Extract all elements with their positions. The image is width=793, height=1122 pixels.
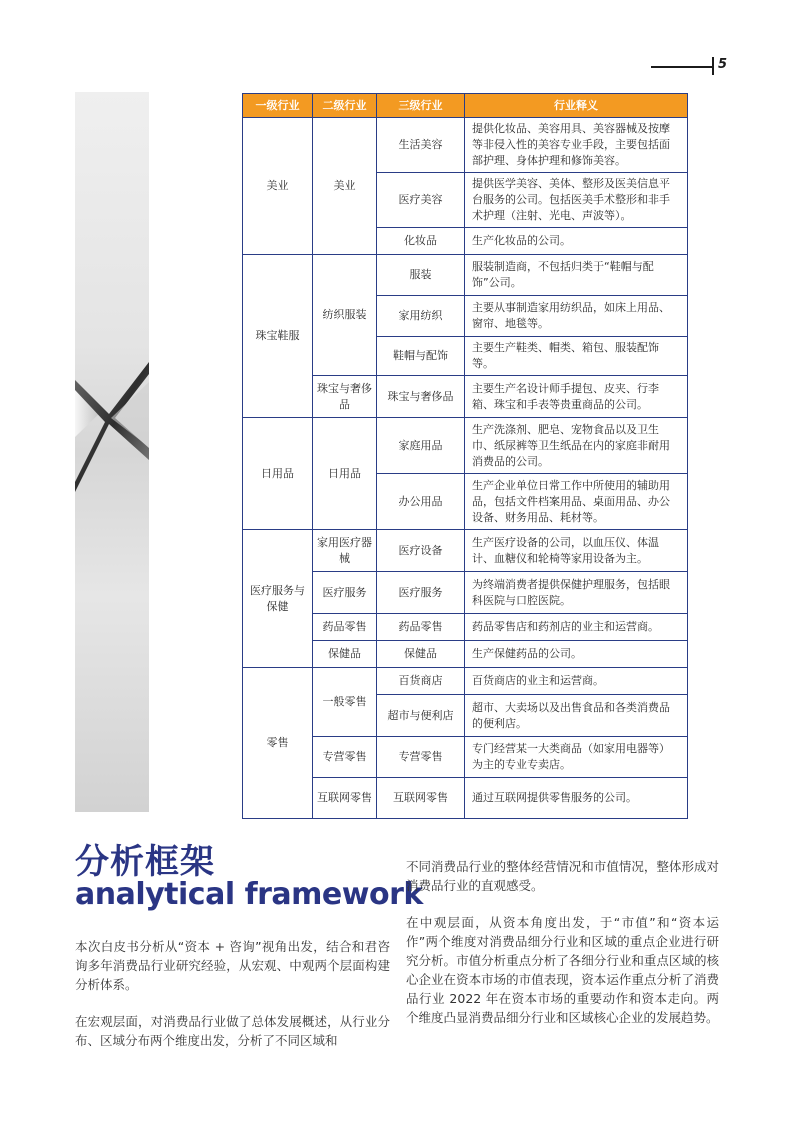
cell-definition: 生产医疗设备的公司，以血压仪、体温计、血糖仪和轮椅等家用设备为主。: [465, 530, 688, 572]
section-title: 分析框架: [75, 842, 215, 882]
body-paragraph: 本次白皮书分析从“资本 + 咨询”视角出发，结合和君咨询多年消费品行业研究经验，从宏观、中观两个层面构建分析体系。: [75, 939, 390, 992]
cell-level3: 医疗设备: [377, 530, 465, 572]
cell-level3: 鞋帽与配饰: [377, 337, 465, 376]
section-subtitle: analytical framework: [75, 877, 423, 912]
cell-level2: 一般零售: [313, 668, 377, 737]
cell-level1: 零售: [243, 668, 313, 819]
body-paragraph: 不同消费品行业的整体经营情况和市值情况，整体形成对消费品行业的直观感受。: [406, 859, 719, 893]
cell-definition: 百货商店的业主和运营商。: [465, 668, 688, 695]
cell-level2: 医疗服务: [313, 572, 377, 614]
table-row: [243, 255, 688, 296]
table-row: [243, 418, 688, 474]
cell-level2: 珠宝与奢侈品: [313, 376, 377, 418]
cell-level3: 医疗服务: [377, 572, 465, 614]
cell-level1: 珠宝鞋服: [243, 255, 313, 418]
body-paragraph: 在中观层面，从资本角度出发，于“市值”和“资本运作”两个维度对消费品细分行业和区域的重点企业进行研究分析。市值分析重点分析了各细分行业和重点区域的核心企业在资本市场的市值表现，资本运作重点分析了消费品行业 2022 年在资本市场的重要动作和资本走向。两个维度凸显消费品细分行业和区域核心企业的发展趋势。: [406, 915, 719, 1025]
cell-definition: 生产洗涤剂、肥皂、宠物食品以及卫生巾、纸尿裤等卫生纸品在内的家庭非耐用消费品的公司。: [465, 418, 688, 474]
cell-definition: 提供化妆品、美容用具、美容器械及按摩等非侵入性的美容专业手段，主要包括面部护理、身体护理和修饰美容。: [465, 118, 688, 173]
cell-definition: 生产企业单位日常工作中所使用的辅助用品，包括文件档案用品、桌面用品、办公设备、财务用品、耗材等。: [465, 474, 688, 530]
cell-definition: 通过互联网提供零售服务的公司。: [465, 778, 688, 819]
header-level3: 三级行业: [377, 94, 465, 118]
cell-level2: 药品零售: [313, 614, 377, 641]
body-paragraph: 在宏观层面，对消费品行业做了总体发展概述，从行业分布、区域分布两个维度出发，分析了不同区域和: [75, 1014, 390, 1048]
cell-definition: 专门经营某一大类商品（如家用电器等）为主的专业专卖店。: [465, 737, 688, 778]
cell-level1: 美业: [243, 118, 313, 255]
header-level1: 一级行业: [243, 94, 313, 118]
page-number-tick: [712, 57, 714, 75]
cell-level3: 超市与便利店: [377, 695, 465, 737]
cell-level3: 医疗美容: [377, 173, 465, 228]
cell-definition: 主要生产名设计师手提包、皮夹、行李箱、珠宝和手表等贵重商品的公司。: [465, 376, 688, 418]
cell-definition: 为终端消费者提供保健护理服务，包括眼科医院与口腔医院。: [465, 572, 688, 614]
cell-level3: 互联网零售: [377, 778, 465, 819]
cell-definition: 超市、大卖场以及出售食品和各类消费品的便利店。: [465, 695, 688, 737]
cell-level3: 生活美容: [377, 118, 465, 173]
cell-level1: 日用品: [243, 418, 313, 530]
cell-level1: 医疗服务与保健: [243, 530, 313, 668]
cell-level3: 家用纺织: [377, 296, 465, 337]
cell-level2: 纺织服装: [313, 255, 377, 376]
cell-level3: 办公用品: [377, 474, 465, 530]
page-number: 5: [718, 57, 728, 72]
cell-definition: 提供医学美容、美体、整形及医美信息平台服务的公司。包括医美手术整形和非手术护理（注射、光电、声波等）。: [465, 173, 688, 228]
page-number-rule: [651, 66, 713, 68]
table-header-row: [243, 94, 688, 118]
cell-level2: 专营零售: [313, 737, 377, 778]
cell-level2: 美业: [313, 118, 377, 255]
cell-level2: 保健品: [313, 641, 377, 668]
header-level2: 二级行业: [313, 94, 377, 118]
decorative-cross-graphic: [75, 92, 149, 812]
cell-level2: 互联网零售: [313, 778, 377, 819]
table-row: [243, 530, 688, 572]
cell-level2: 日用品: [313, 418, 377, 530]
cell-definition: 药品零售店和药剂店的业主和运营商。: [465, 614, 688, 641]
cell-definition: 服装制造商，不包括归类于“鞋帽与配饰”公司。: [465, 255, 688, 296]
cell-level3: 保健品: [377, 641, 465, 668]
cell-level2: 家用医疗器械: [313, 530, 377, 572]
cell-level3: 家庭用品: [377, 418, 465, 474]
cell-level3: 专营零售: [377, 737, 465, 778]
cell-level3: 化妆品: [377, 228, 465, 255]
table-row: [243, 118, 688, 173]
cell-definition: 主要生产鞋类、帽类、箱包、服装配饰等。: [465, 337, 688, 376]
industry-classification-table: [242, 93, 688, 819]
cell-definition: 生产保健药品的公司。: [465, 641, 688, 668]
cell-level3: 百货商店: [377, 668, 465, 695]
cell-level3: 药品零售: [377, 614, 465, 641]
header-definition: 行业释义: [465, 94, 688, 118]
cell-level3: 珠宝与奢侈品: [377, 376, 465, 418]
cell-definition: 生产化妆品的公司。: [465, 228, 688, 255]
cell-level3: 服装: [377, 255, 465, 296]
cell-definition: 主要从事制造家用纺织品，如床上用品、窗帘、地毯等。: [465, 296, 688, 337]
table-row: [243, 668, 688, 695]
